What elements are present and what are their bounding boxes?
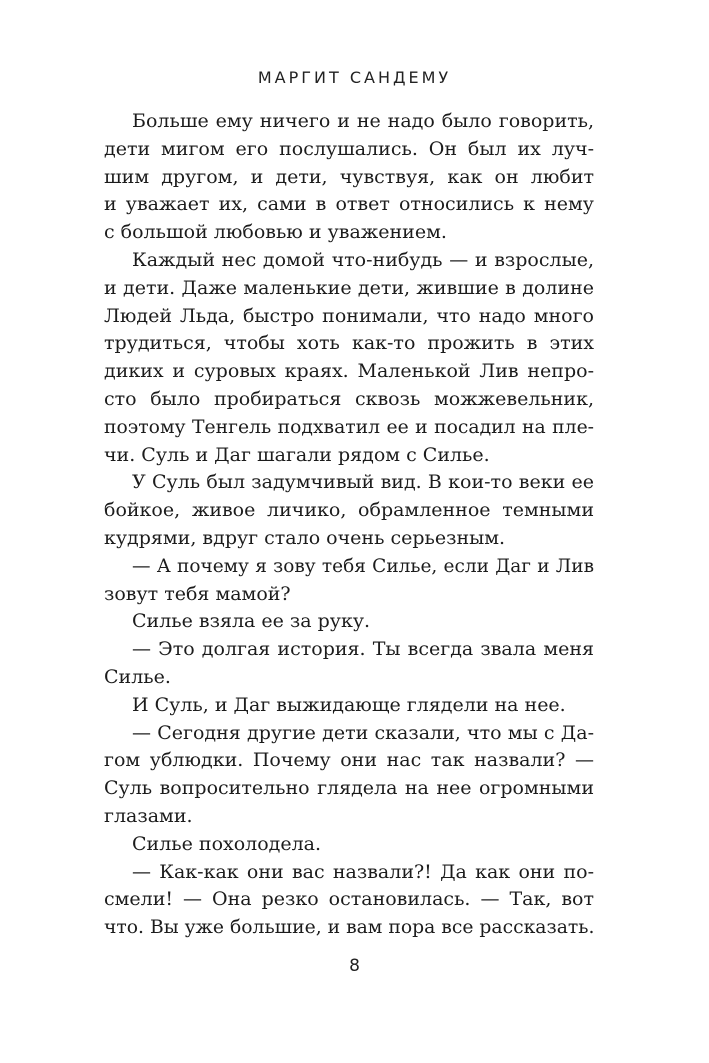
text-line: и дети. Даже маленькие дети, жившие в долине: [104, 276, 594, 299]
text-line: гом ублюдки. Почему они нас так назвали? —: [104, 749, 594, 772]
text-line: чи. Суль и Даг шагали рядом с Силье.: [104, 443, 490, 466]
text-line: — Это долгая история. Ты всегда звала меня: [132, 638, 594, 661]
text-line: поэтому Тенгель подхватил ее и посадил на пле-: [104, 416, 594, 438]
text-line: Суль вопросительно глядела на нее огромными: [104, 777, 594, 800]
text-line: смели! — Она резко остановилась. — Так, вот: [104, 888, 594, 911]
text-line: Больше ему ничего и не надо было говорить,: [132, 110, 594, 132]
text-line: что. Вы уже большие, и вам пора все рассказать.: [104, 917, 595, 939]
text-line: Людей Льда, быстро понимали, что надо много: [104, 304, 594, 327]
text-line: и уважает их, сами в ответ относились к нему: [104, 193, 594, 216]
text-line: глазами.: [104, 804, 193, 827]
body-text: [104, 108, 594, 942]
text-line: диких и суровых краях. Маленькой Лив непро-: [104, 360, 594, 383]
text-line: сто было пробираться сквозь можжевельник,: [104, 387, 594, 410]
page-number: 8: [349, 956, 360, 976]
running-header: МАРГИТ САНДЕМУ: [257, 68, 452, 87]
text-line: дети мигом его послушались. Он был их луч-: [104, 137, 594, 160]
text-line: — А почему я зову тебя Силье, если Даг и Лив: [132, 555, 594, 577]
text-line: трудиться, чтобы хоть как-то прожить в этих: [104, 332, 594, 355]
text-line: У Суль был задумчивый вид. В кои-то веки ее: [132, 471, 594, 494]
text-line: — Как-как они вас назвали?! Да как они по-: [132, 860, 594, 883]
text-line: Силье похолодела.: [132, 832, 322, 855]
text-line: И Суль, и Даг выжидающе глядели на нее.: [132, 693, 566, 716]
text-line: с большой любовью и уважением.: [104, 221, 447, 244]
text-line: бойкое, живое личико, обрамленное темными: [104, 499, 594, 522]
text-line: Каждый нес домой что-нибудь — и взрослые,: [132, 248, 594, 271]
text-line: Силье.: [104, 665, 171, 688]
text-line: зовут тебя мамой?: [104, 582, 291, 605]
text-line: шим другом, и дети, чувствуя, как он любит: [104, 165, 594, 188]
text-line: кудрями, вдруг стало очень серьезным.: [104, 526, 506, 549]
text-line: Силье взяла ее за руку.: [132, 610, 371, 633]
text-line: — Сегодня другие дети сказали, что мы с Да-: [132, 721, 594, 744]
